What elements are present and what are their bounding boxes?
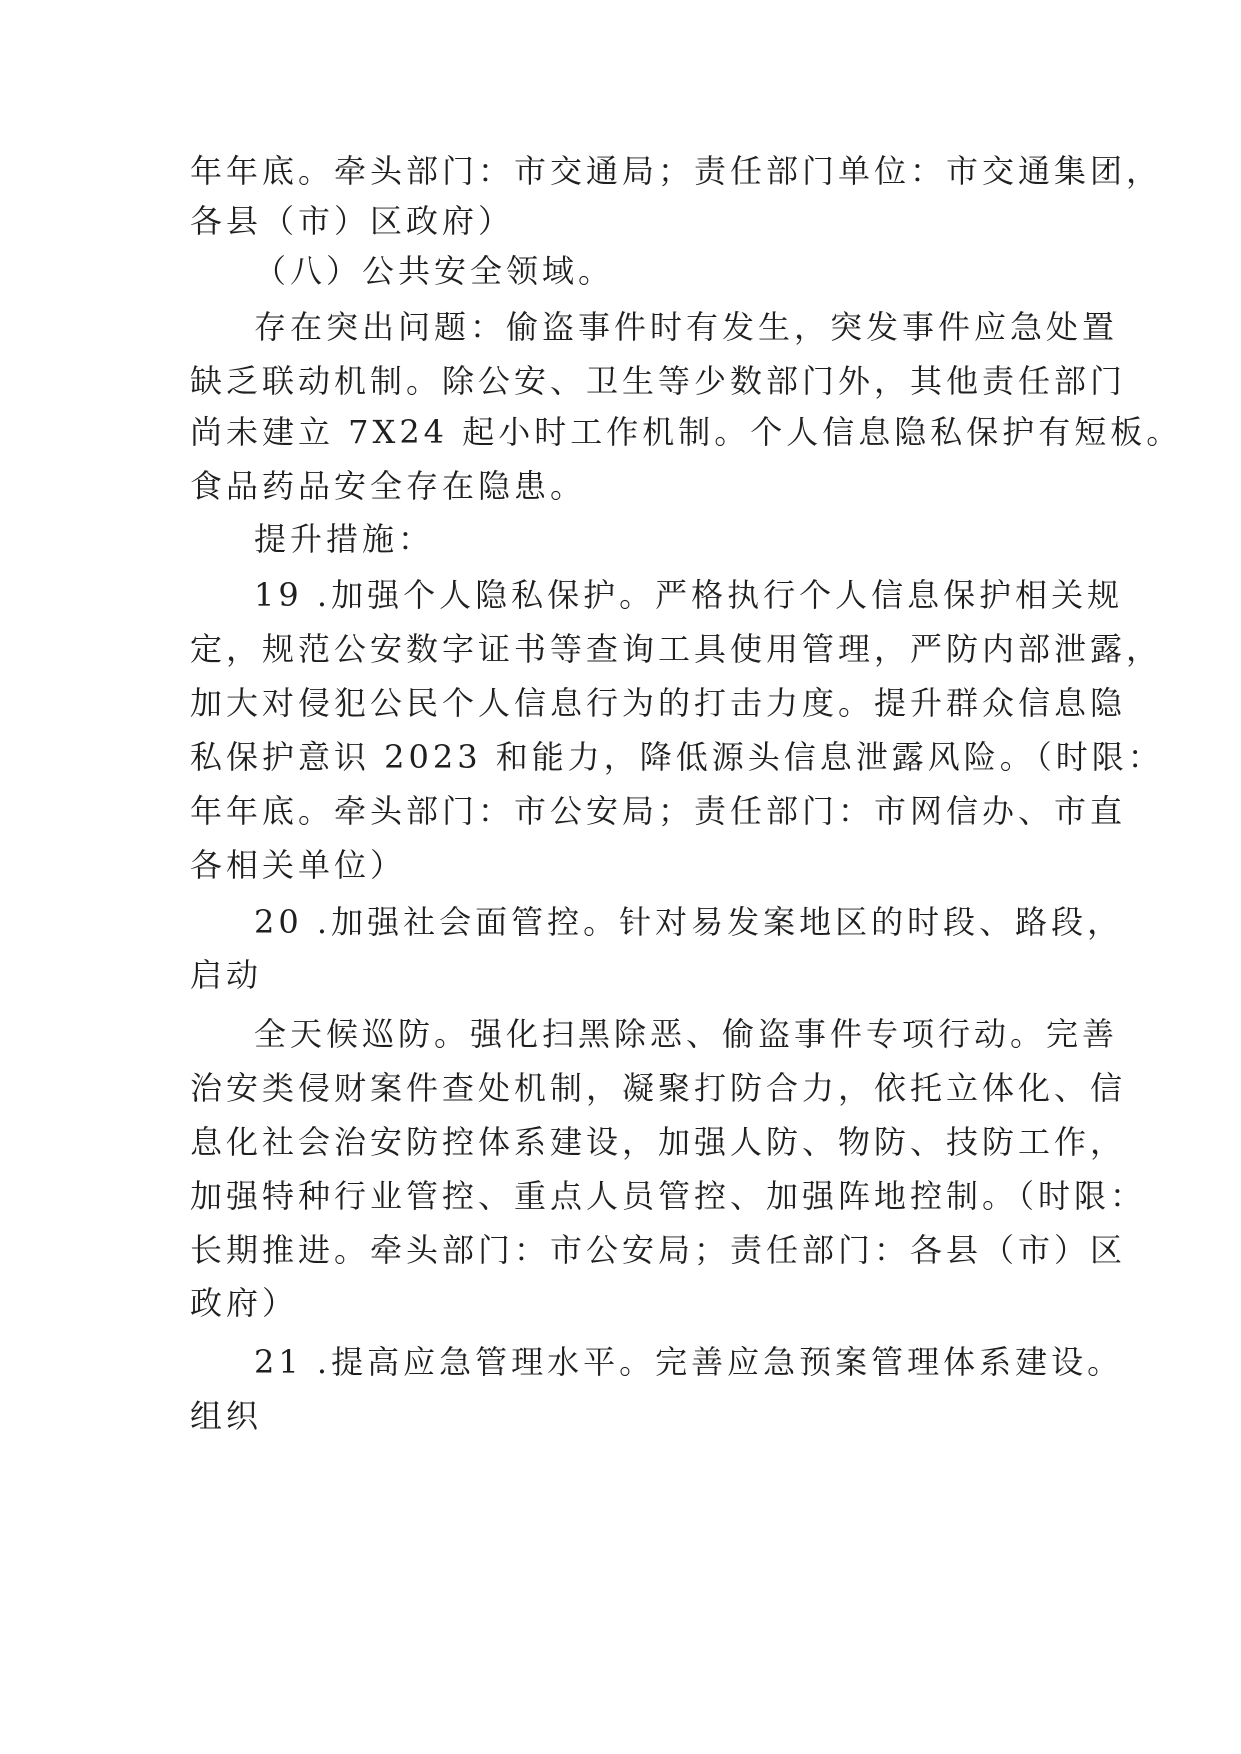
- text-line: 年年底。牵头部门：市交通局；责任部门单位：市交通集团，: [190, 152, 1163, 190]
- text-line: 各县（市）区政府）: [190, 202, 515, 240]
- text-line: 治安类侵财案件查处机制，凝聚打防合力，依托立体化、信: [190, 1069, 1127, 1107]
- list-item-21: 21 .提高应急管理水平。完善应急预案管理体系建设。: [254, 1343, 1124, 1381]
- subheading: 提升措施：: [254, 520, 435, 558]
- text-line: 长期推进。牵头部门：市公安局；责任部门：各县（市）区: [190, 1231, 1127, 1269]
- text-line: 启动: [190, 956, 263, 994]
- text-line: 食品药品安全存在隐患。: [190, 467, 587, 505]
- section-heading: （八）公共安全领域。: [254, 252, 615, 290]
- text-line: 存在突出问题：偷盗事件时有发生，突发事件应急处置: [254, 308, 1119, 346]
- text-line: 各相关单位）: [190, 846, 407, 884]
- text-line: 加强特种行业管控、重点人员管控、加强阵地控制。（时限：: [190, 1177, 1147, 1215]
- text-line: 加大对侵犯公民个人信息行为的打击力度。提升群众信息隐: [190, 684, 1127, 722]
- text-line: 年年底。牵头部门：市公安局；责任部门：市网信办、市直: [190, 792, 1127, 830]
- text-line: 息化社会治安防控体系建设，加强人防、物防、技防工作，: [190, 1123, 1127, 1161]
- text-line: 政府）: [190, 1284, 299, 1322]
- text-line: 私保护意识 2023 和能力，降低源头信息泄露风险。（时限：: [190, 738, 1164, 776]
- list-item-20: 20 .加强社会面管控。针对易发案地区的时段、路段，: [254, 903, 1124, 941]
- text-line: 尚未建立 7X24 起小时工作机制。个人信息隐私保护有短板。: [190, 413, 1183, 451]
- list-item-19: 19 .加强个人隐私保护。严格执行个人信息保护相关规: [254, 576, 1124, 614]
- text-line: 全天候巡防。强化扫黑除恶、偷盗事件专项行动。完善: [254, 1015, 1119, 1053]
- text-line: 组织: [190, 1397, 263, 1435]
- text-line: 定，规范公安数字证书等查询工具使用管理，严防内部泄露，: [190, 630, 1163, 668]
- text-line: 缺乏联动机制。除公安、卫生等少数部门外，其他责任部门: [190, 362, 1127, 400]
